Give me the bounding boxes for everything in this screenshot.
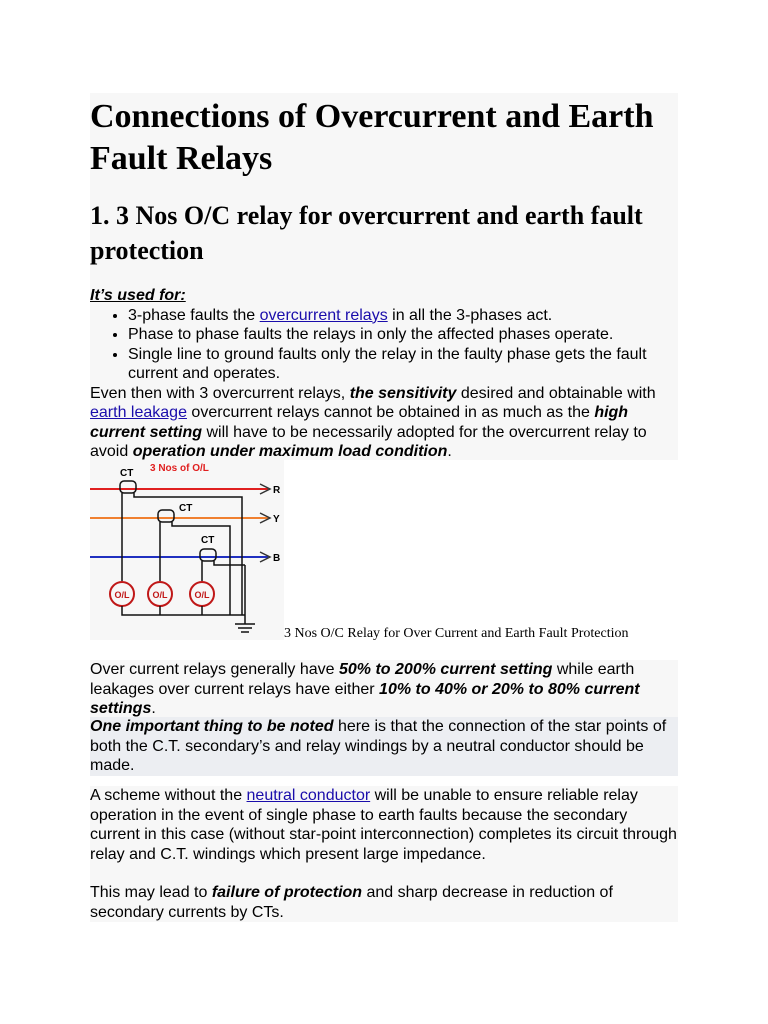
emphasis: operation under maximum load condition <box>132 443 448 460</box>
list-item-text: 3-phase faults the <box>128 306 260 324</box>
text-run: . <box>151 700 156 717</box>
phase-b-label: B <box>273 553 281 564</box>
ct-label: CT <box>179 503 193 514</box>
list-item: • Single line to ground faults only the relay in the faulty phase gets the fault current and operates. <box>128 345 678 384</box>
phase-r-label: R <box>273 485 281 496</box>
text-run: A scheme without the <box>90 787 247 804</box>
text-run: will be unable to ensure reliable relay operation in the event of single phase to earth faults because the secondary current in this case (without star-point interconnection) completes its circuit through relay and C.T. windings which present large impedance. <box>90 787 677 863</box>
used-for-text: It’s used for: <box>90 287 186 304</box>
failure-paragraph <box>90 883 678 922</box>
ct-coil-b <box>200 549 216 561</box>
settings-paragraph-block <box>90 660 678 717</box>
text-run: Even then with 3 overcurrent relays, <box>90 384 350 402</box>
section-heading: 1. 3 Nos O/C relay for overcurrent and earth fault protection <box>90 201 643 265</box>
ct-label: CT <box>120 468 134 479</box>
emphasis: 50% to 200% current setting <box>339 661 553 678</box>
ct-coil-y <box>158 510 174 522</box>
sensitivity-paragraph <box>90 384 678 462</box>
emphasis: high current setting <box>90 404 629 441</box>
list-item: • Phase to phase faults the relays in only the affected phases operate. <box>128 325 678 345</box>
note-paragraph <box>90 717 678 776</box>
neutral-wire <box>122 606 245 615</box>
relay-label: O/L <box>114 590 130 600</box>
settings-paragraph <box>90 660 678 719</box>
text-run: while earth leakages over current relays have either <box>90 661 635 698</box>
emphasis: 10% to 40% or 20% to 80% current settings <box>90 680 640 717</box>
ct-label: CT <box>201 535 215 546</box>
ct-coil-r <box>120 481 136 493</box>
text-run: Over current relays generally have <box>90 661 339 678</box>
text-run: will have to be necessarily adopted for the overcurrent relay to avoid <box>90 423 647 460</box>
diagram-heading: 3 Nos of O/L <box>150 463 209 474</box>
list-item-text: in all the 3-phases act. <box>387 306 553 324</box>
text-run: overcurrent relays cannot be obtained in as much as the <box>186 404 595 421</box>
figure-caption: 3 Nos O/C Relay for Over Current and Earth Fault Protection <box>284 626 629 641</box>
text-run: and sharp decrease in reduction of secondary currents by CTs. <box>90 884 613 921</box>
earth-leakage-link[interactable]: earth leakage <box>90 404 187 421</box>
emphasis: failure of protection <box>211 884 363 901</box>
neutral-conductor-link[interactable]: neutral conductor <box>246 787 371 804</box>
uses-list <box>90 306 678 384</box>
emphasis: the sensitivity <box>349 384 457 402</box>
used-for-label <box>90 286 678 306</box>
text-run: . <box>447 443 452 460</box>
neutral-paragraph <box>90 786 678 864</box>
relay-diagram <box>90 460 284 640</box>
ground-icon <box>235 624 255 632</box>
relay-label: O/L <box>152 590 168 600</box>
note-paragraph-block <box>90 717 678 776</box>
emphasis: One important thing to be noted <box>90 718 334 735</box>
page-title: Connections of Overcurrent and Earth Fault Relays <box>90 98 654 177</box>
overcurrent-relays-link[interactable]: overcurrent relays <box>259 306 388 324</box>
text-run: This may lead to <box>90 884 212 901</box>
neutral-paragraph-block <box>90 786 678 922</box>
text-run: here is that the connection of the star points of both the C.T. secondary’s and relay windings by a neutral conductor should be made. <box>90 718 667 774</box>
relay-diagram-svg <box>90 460 284 640</box>
relay-label: O/L <box>194 590 210 600</box>
list-item <box>128 306 678 326</box>
text-run: desired and obtainable with <box>456 384 656 402</box>
phase-y-label: Y <box>273 514 280 525</box>
title-block <box>90 93 678 460</box>
